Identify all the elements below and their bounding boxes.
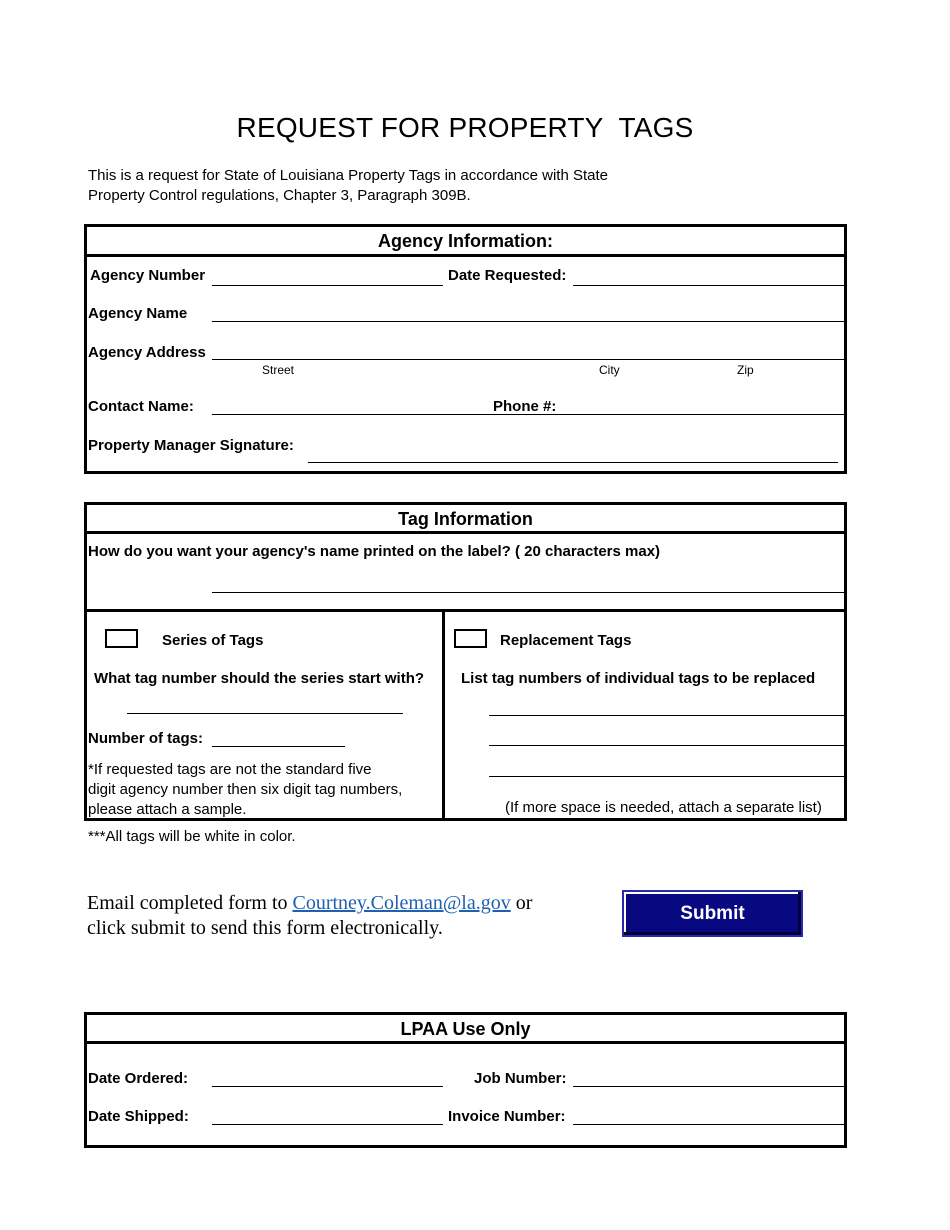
date-shipped-label: Date Shipped: — [88, 1108, 189, 1125]
replacement-tag-field-2[interactable] — [489, 724, 842, 746]
agency-name-underline — [212, 321, 844, 322]
date-ordered-underline — [212, 1086, 443, 1087]
label-name-field[interactable] — [212, 570, 842, 592]
replacement-tags-checkbox[interactable] — [454, 629, 487, 648]
contact-name-label: Contact Name: — [88, 398, 194, 415]
agency-number-underline — [212, 285, 443, 286]
divider — [84, 254, 847, 257]
street-caption: Street — [262, 363, 295, 377]
job-number-label: Job Number: — [474, 1070, 567, 1087]
email-instructions — [87, 891, 532, 941]
replacement-question: List tag numbers of individual tags to be replaced — [461, 670, 816, 687]
lpaa-header: LPAA Use Only — [400, 1019, 531, 1039]
number-of-tags-field[interactable] — [212, 725, 344, 747]
number-of-tags-label: Number of tags: — [88, 730, 204, 747]
nonstandard-note-line-3: please attach a sample. — [88, 801, 247, 818]
email-link[interactable]: Courtney.Coleman@la.gov — [292, 892, 511, 914]
series-of-tags-label: Series of Tags — [162, 632, 264, 649]
date-requested-field[interactable] — [573, 265, 843, 287]
tag-information-header: Tag Information — [398, 509, 533, 529]
date-shipped-field[interactable] — [212, 1103, 442, 1125]
contact-name-field[interactable] — [212, 393, 482, 415]
page-title: REQUEST FOR PROPERTY TAGS — [236, 112, 694, 143]
divider — [84, 609, 847, 612]
series-start-question: What tag number should the series start with? — [94, 670, 425, 687]
replacement-tags-label: Replacement Tags — [500, 632, 632, 649]
invoice-number-field[interactable] — [573, 1103, 843, 1125]
number-of-tags-underline — [212, 746, 345, 747]
series-start-field[interactable] — [127, 692, 402, 714]
agency-information-header: Agency Information: — [377, 231, 553, 251]
phone-label: Phone #: — [493, 398, 557, 415]
email-suffix: or — [510, 892, 533, 914]
replacement-tag-field-1[interactable] — [489, 694, 842, 716]
city-caption: City — [599, 363, 620, 377]
more-space-note: (If more space is needed, attach a separate list) — [505, 799, 822, 816]
invoice-number-underline — [573, 1124, 844, 1125]
agency-number-field[interactable] — [212, 265, 442, 287]
signature-label: Property Manager Signature: — [88, 437, 294, 454]
series-start-underline — [127, 713, 403, 714]
replacement-tag-underline-2 — [489, 745, 844, 746]
divider — [84, 1041, 847, 1044]
date-requested-label: Date Requested: — [448, 267, 567, 284]
intro-line-1: This is a request for State of Louisiana Property Tags in accordance with State — [88, 167, 609, 184]
agency-address-label: Agency Address — [88, 344, 206, 361]
agency-address-underline — [212, 359, 844, 360]
divider — [84, 531, 847, 534]
date-requested-underline — [573, 285, 844, 286]
submit-button[interactable]: Submit — [622, 890, 803, 937]
nonstandard-note-line-1: *If requested tags are not the standard five — [88, 761, 372, 778]
date-shipped-underline — [212, 1124, 443, 1125]
nonstandard-note — [88, 760, 402, 820]
intro-text — [88, 166, 608, 206]
phone-field[interactable] — [562, 393, 842, 415]
label-name-question: How do you want your agency's name printed on the label? ( 20 characters max) — [88, 543, 661, 560]
series-of-tags-checkbox[interactable] — [105, 629, 138, 648]
email-prefix: Email completed form to — [87, 892, 293, 914]
job-number-field[interactable] — [573, 1065, 843, 1087]
agency-address-field[interactable] — [212, 338, 842, 360]
white-color-note: ***All tags will be white in color. — [88, 828, 296, 845]
agency-name-field[interactable] — [212, 300, 842, 322]
replacement-tag-underline-3 — [489, 776, 844, 777]
invoice-number-label: Invoice Number: — [448, 1108, 566, 1125]
column-divider — [442, 609, 445, 820]
signature-underline — [308, 462, 838, 463]
agency-name-label: Agency Name — [88, 305, 188, 322]
label-name-underline — [212, 592, 844, 593]
date-ordered-field[interactable] — [212, 1065, 442, 1087]
replacement-tag-underline-1 — [489, 715, 844, 716]
nonstandard-note-line-2: digit agency number then six digit tag numbers, — [88, 781, 403, 798]
signature-field[interactable] — [308, 440, 836, 462]
email-line-2: click submit to send this form electronically. — [87, 917, 443, 939]
job-number-underline — [573, 1086, 844, 1087]
agency-number-label: Agency Number — [90, 267, 206, 284]
date-ordered-label: Date Ordered: — [88, 1070, 189, 1087]
replacement-tag-field-3[interactable] — [489, 755, 842, 777]
intro-line-2: Property Control regulations, Chapter 3, Paragraph 309B. — [88, 187, 471, 204]
zip-caption: Zip — [737, 363, 754, 377]
